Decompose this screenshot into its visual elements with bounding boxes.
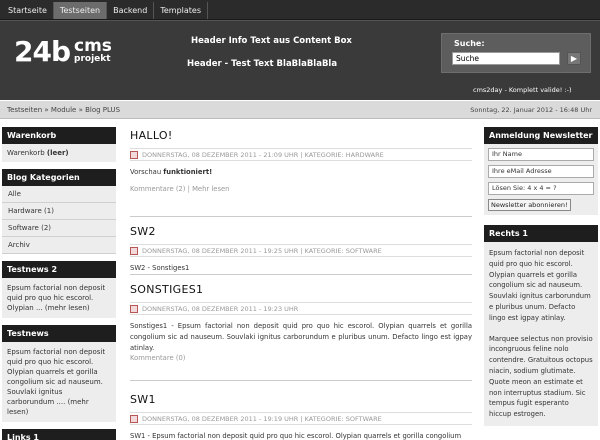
post-meta-text: DONNERSTAG, 08 DEZEMBER 2011 - 19:25 UHR | KATEGORIE: SOFTWARE: [142, 246, 382, 255]
left-sidebar: [2, 127, 116, 440]
newsletter-title: Anmeldung Newsletter: [484, 127, 598, 144]
warenkorb-box: [2, 127, 116, 162]
post-title[interactable]: SW1: [130, 393, 156, 406]
newsletter-name-field[interactable]: Ihr Name: [488, 148, 594, 161]
tab-templates[interactable]: Templates: [154, 2, 208, 19]
newsletter-email-field[interactable]: Ihre eMail Adresse: [488, 165, 594, 178]
testnews-title: Testnews: [2, 325, 116, 342]
tab-testseiten[interactable]: Testseiten: [54, 2, 107, 19]
post-meta: [130, 148, 472, 161]
category-hardware[interactable]: Hardware (1): [2, 203, 116, 220]
header-info-text: Header Info Text aus Content Box: [191, 36, 352, 46]
warenkorb-body[interactable]: [2, 144, 116, 162]
blog-post: [130, 381, 472, 440]
post-meta: [130, 412, 472, 425]
links1-title: Links 1: [2, 429, 116, 440]
blog-post-list: [130, 129, 472, 440]
rechts1-paragraph-1: Epsum factorial non deposit quid pro quo hic escorol. Olypian quarrels et gorilla congolium sic ad nauseum. Souvlaki ignitus carborundum e pluribus unum. Defacto lingo est igpay atinlay.: [489, 249, 591, 322]
site-header: [0, 20, 600, 100]
calendar-icon: [130, 151, 138, 159]
testnews2-text: [2, 278, 116, 318]
category-archiv[interactable]: Archiv: [2, 237, 116, 254]
newsletter-form: [484, 144, 598, 215]
post-meta-text: DONNERSTAG, 08 DEZEMBER 2011 - 21:09 UHR | KATEGORIE: HARDWARE: [142, 150, 384, 159]
testnews-body: Epsum factorial non deposit quid pro quo hic escorol. Olypian quarrels et gorilla congolium sic ad nauseum. Souvlaki ignitus carborundum ....: [7, 348, 106, 406]
post-body: Sonstiges1 - Epsum factorial non deposit quid pro quo hic escorol. Olypian quarrels et gorilla congolium sic ad nauseum. Souvlaki ignitus carborundum e pluribus unum. Defacto lingo est igpay atinlay.: [130, 322, 472, 352]
blog-categories-box: [2, 169, 116, 254]
header-status: cms2day - Komplett valide! :-): [473, 86, 572, 94]
post-meta: [130, 302, 472, 315]
post-title[interactable]: SW2: [130, 225, 156, 238]
rechts1-paragraph-2: Marquee selectus non provisio incongruous feline nolo contendre. Gratuitous octopus niacin, sodium glutimate. Quote meon an estimate et non interruptus stadium. Sic tempus fugit esperanto hiccup estrogen.: [489, 334, 593, 419]
testnews-text: [2, 342, 116, 422]
post-body-bold: funktioniert!: [163, 168, 213, 176]
rechts1-text: [484, 242, 598, 426]
category-software[interactable]: Software (2): [2, 220, 116, 237]
search-box: [441, 33, 591, 73]
right-sidebar: [484, 127, 598, 436]
blog-post: [130, 275, 472, 381]
post-meta: [130, 244, 472, 257]
breadcrumb[interactable]: Testseiten » Module » Blog PLUS: [7, 106, 121, 114]
tab-backend[interactable]: Backend: [107, 2, 154, 19]
current-date: Sonntag, 22. Januar 2012 - 16:48 Uhr: [470, 106, 592, 114]
newsletter-captcha-field[interactable]: Lösen Sie: 4 x 4 = ?: [488, 182, 594, 195]
search-label: Suche:: [454, 39, 485, 48]
post-title[interactable]: SONSTIGES1: [130, 283, 204, 296]
site-logo[interactable]: [14, 35, 112, 68]
newsletter-box: [484, 127, 598, 215]
rechts1-box: [484, 225, 598, 426]
newsletter-subscribe-button[interactable]: Newsletter abonnieren!: [488, 199, 571, 211]
post-links[interactable]: Kommentare (0): [130, 354, 186, 362]
warenkorb-state: (leer): [46, 149, 69, 157]
warenkorb-label: Warenkorb: [7, 149, 45, 157]
testnews2-box: [2, 261, 116, 318]
category-alle[interactable]: Alle: [2, 186, 116, 203]
testnews-more-link[interactable]: (mehr lesen): [7, 398, 89, 416]
post-title[interactable]: HALLO!: [130, 129, 173, 142]
calendar-icon: [130, 305, 138, 313]
nav-tabs: [2, 2, 208, 19]
search-input[interactable]: [452, 52, 560, 65]
blog-categories-title: Blog Kategorien: [2, 169, 116, 186]
post-links[interactable]: Kommentare (2) | Mehr lesen: [130, 185, 230, 193]
search-submit-button[interactable]: [567, 52, 581, 65]
logo-main: 24b: [14, 35, 71, 68]
calendar-icon: [130, 247, 138, 255]
testnews2-title: Testnews 2: [2, 261, 116, 278]
post-meta-text: DONNERSTAG, 08 DEZEMBER 2011 - 19:23 UHR: [142, 304, 299, 313]
rechts1-title: Rechts 1: [484, 225, 598, 242]
blog-post: [130, 217, 472, 275]
post-body: SW2 - Sonstiges1: [130, 264, 190, 272]
post-body: [130, 161, 472, 178]
header-test-text: Header - Test Text BlaBlaBlaBla: [187, 59, 338, 69]
calendar-icon: [130, 415, 138, 423]
testnews2-body: Epsum factorial non deposit quid pro quo hic escorol. Olypian: [7, 284, 106, 312]
logo-projekt: projekt: [74, 54, 111, 64]
testnews-box: [2, 325, 116, 422]
warenkorb-title: Warenkorb: [2, 127, 116, 144]
top-navigation: [0, 0, 600, 20]
breadcrumb-bar: [0, 101, 600, 119]
arrow-right-icon: ▶: [570, 54, 578, 63]
blog-post: [130, 129, 472, 217]
post-body-text: Vorschau: [130, 168, 164, 176]
post-body: SW1 - Epsum factorial non deposit quid pro quo hic escorol. Olypian quarrels et gorilla congolium: [130, 432, 462, 440]
links1-box: [2, 429, 116, 440]
logo-cms: cms: [74, 36, 112, 56]
tab-startseite[interactable]: Startseite: [2, 2, 54, 19]
post-meta-text: DONNERSTAG, 08 DEZEMBER 2011 - 19:19 UHR | KATEGORIE: SOFTWARE: [142, 414, 382, 423]
testnews2-more-link[interactable]: ... (mehr lesen): [35, 304, 90, 312]
